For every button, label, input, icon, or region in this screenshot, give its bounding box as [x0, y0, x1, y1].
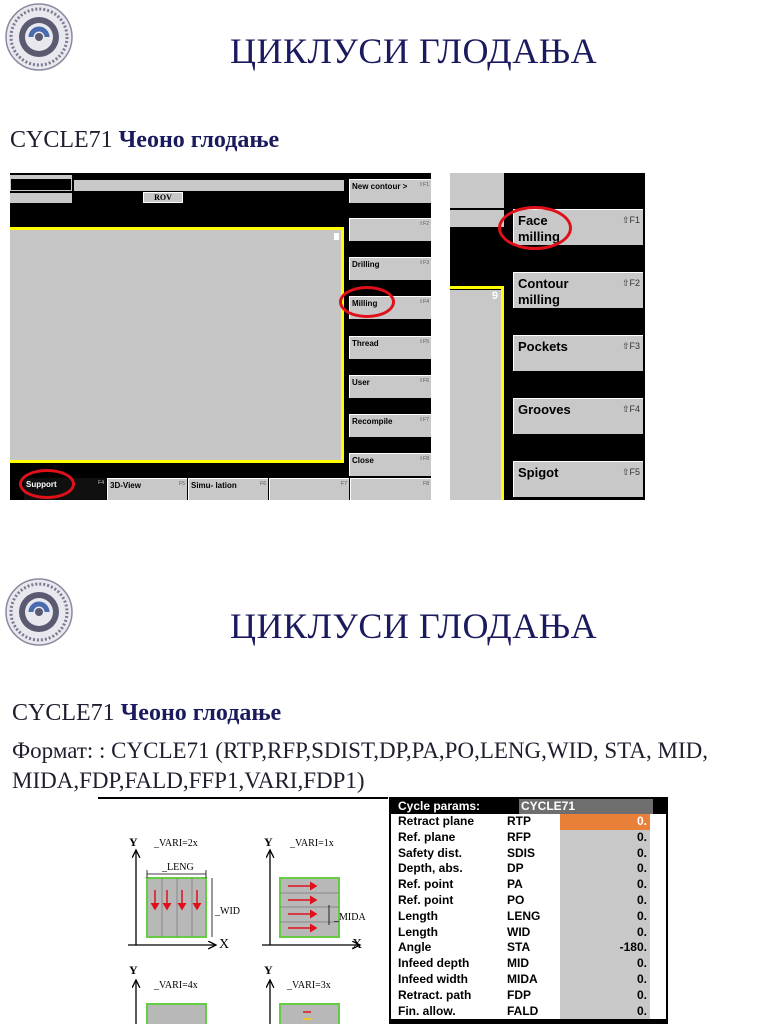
param-row: Retract plane RTP 0. — [391, 814, 666, 830]
section-heading — [12, 700, 281, 727]
param-value-field[interactable]: -180. — [560, 940, 650, 956]
param-value-field[interactable]: 0. — [560, 877, 650, 893]
softkey-pockets[interactable]: Pockets ⇧F3 — [513, 335, 643, 371]
section-heading — [10, 127, 279, 154]
vari-machining-diagram — [98, 797, 388, 1024]
params-header — [391, 799, 666, 814]
param-row: Safety dist. SDIS 0. — [391, 846, 666, 862]
softkey-3d-view[interactable]: 3D-View F5 — [107, 478, 187, 500]
cycle-name: Чеоно глодање — [118, 127, 280, 153]
param-value-field[interactable]: 0. — [560, 925, 650, 941]
softkey-empty-f2[interactable]: ⇧F2 — [349, 218, 431, 241]
cycle-code: CYCLE71 — [10, 127, 113, 153]
softkey-thread[interactable]: Thread ⇧F5 — [349, 336, 431, 359]
y-axis-label: Y — [264, 835, 273, 849]
vari-3-label: _VARI=3x — [287, 980, 331, 991]
param-value-field[interactable]: 0. — [560, 814, 650, 830]
format-description — [12, 736, 752, 796]
y-axis-label: Y — [129, 835, 138, 849]
softkey-contour-milling[interactable]: Contour milling ⇧F2 — [513, 272, 643, 308]
param-value-field[interactable]: 0. — [560, 1004, 650, 1020]
param-value-field[interactable]: 0. — [560, 830, 650, 846]
param-value-field[interactable]: 0. — [560, 893, 650, 909]
x-axis-label: X — [352, 937, 363, 952]
y-axis-label: Y — [129, 963, 138, 977]
softkey-milling[interactable]: Milling ⇧F4 — [349, 296, 431, 319]
param-value-field[interactable]: 0. — [560, 972, 650, 988]
param-row: Retract. path FDP 0. — [391, 988, 666, 1004]
format-label: Формат: — [12, 738, 94, 763]
wid-label: _WID — [215, 906, 240, 917]
params-header-value: CYCLE71 — [519, 799, 653, 814]
param-row: Ref. point PO 0. — [391, 893, 666, 909]
x-axis-label: X — [219, 937, 230, 952]
softkey-spigot[interactable]: Spigot ⇧F5 — [513, 461, 643, 497]
line-number: 9 — [481, 290, 501, 304]
face-milling-highlight-ring — [498, 206, 572, 250]
slide-title: ЦИКЛУСИ ГЛОДАЊА — [230, 606, 598, 646]
softkey-drilling[interactable]: Drilling ⇧F3 — [349, 257, 431, 280]
rov-indicator: ROV — [143, 192, 183, 203]
softkey-empty-f7[interactable]: F7 — [269, 478, 349, 500]
param-value-field[interactable]: 0. — [560, 846, 650, 862]
param-value-field[interactable]: 0. — [560, 956, 650, 972]
param-value-field[interactable]: 0. — [560, 988, 650, 1004]
vari-2-label: _VARI=2x — [154, 838, 198, 849]
param-row: Length LENG 0. — [391, 909, 666, 925]
vari-4-label: _VARI=4x — [154, 980, 198, 991]
param-row: Depth, abs. DP 0. — [391, 861, 666, 877]
param-row: Fin. allow. FALD 0. — [391, 1004, 666, 1020]
leng-label: _LENG — [162, 862, 194, 873]
param-row: Infeed width MIDA 0. — [391, 972, 666, 988]
softkey-support[interactable]: Support F4 — [24, 478, 106, 500]
milling-highlight-ring — [339, 286, 395, 318]
vari-1-label: _VARI=1x — [290, 838, 334, 849]
softkey-new-contour[interactable]: New contour > ⇧F1 — [349, 179, 431, 203]
program-editor-area[interactable] — [10, 227, 344, 463]
params-header-label: Cycle params: — [398, 799, 481, 813]
support-highlight-ring — [19, 469, 75, 499]
logo — [5, 3, 73, 71]
softkey-user[interactable]: User ⇧F6 — [349, 375, 431, 398]
param-value-field[interactable]: 0. — [560, 861, 650, 877]
param-row: Length WID 0. — [391, 925, 666, 941]
cycle-code: CYCLE71 — [12, 700, 115, 726]
param-row: Infeed depth MID 0. — [391, 956, 666, 972]
cycle-name: Чеоно глодање — [120, 700, 282, 726]
softkey-grooves[interactable]: Grooves ⇧F4 — [513, 398, 643, 434]
sinumerik-screen-1 — [10, 173, 431, 500]
softkey-close[interactable]: Close ⇧F8 — [349, 453, 431, 476]
softkey-face-milling[interactable]: Face milling ⇧F1 — [513, 209, 643, 245]
softkey-empty-f8[interactable]: F8 — [350, 478, 431, 500]
mida-label: _MIDA — [334, 912, 366, 923]
y-axis-label: Y — [264, 963, 273, 977]
logo — [5, 578, 73, 646]
softkey-recompile[interactable]: Recompile ⇧F7 — [349, 414, 431, 437]
format-syntax: : CYCLE71 (RTP,RFP,SDIST,DP,PA,PO,LENG,WID, STA, MID, MIDA,FDP,FALD,FFP1,VARI,FDP1) — [12, 738, 708, 793]
softkey-simulation[interactable]: Simu- lation F6 — [188, 478, 268, 500]
slide-title: ЦИКЛУСИ ГЛОДАЊА — [230, 31, 598, 71]
param-row: Angle STA -180. — [391, 940, 666, 956]
param-row: Ref. plane RFP 0. — [391, 830, 666, 846]
cycle-params-panel — [389, 797, 668, 1024]
param-value-field[interactable]: 0. — [560, 909, 650, 925]
param-row: Ref. point PA 0. — [391, 877, 666, 893]
